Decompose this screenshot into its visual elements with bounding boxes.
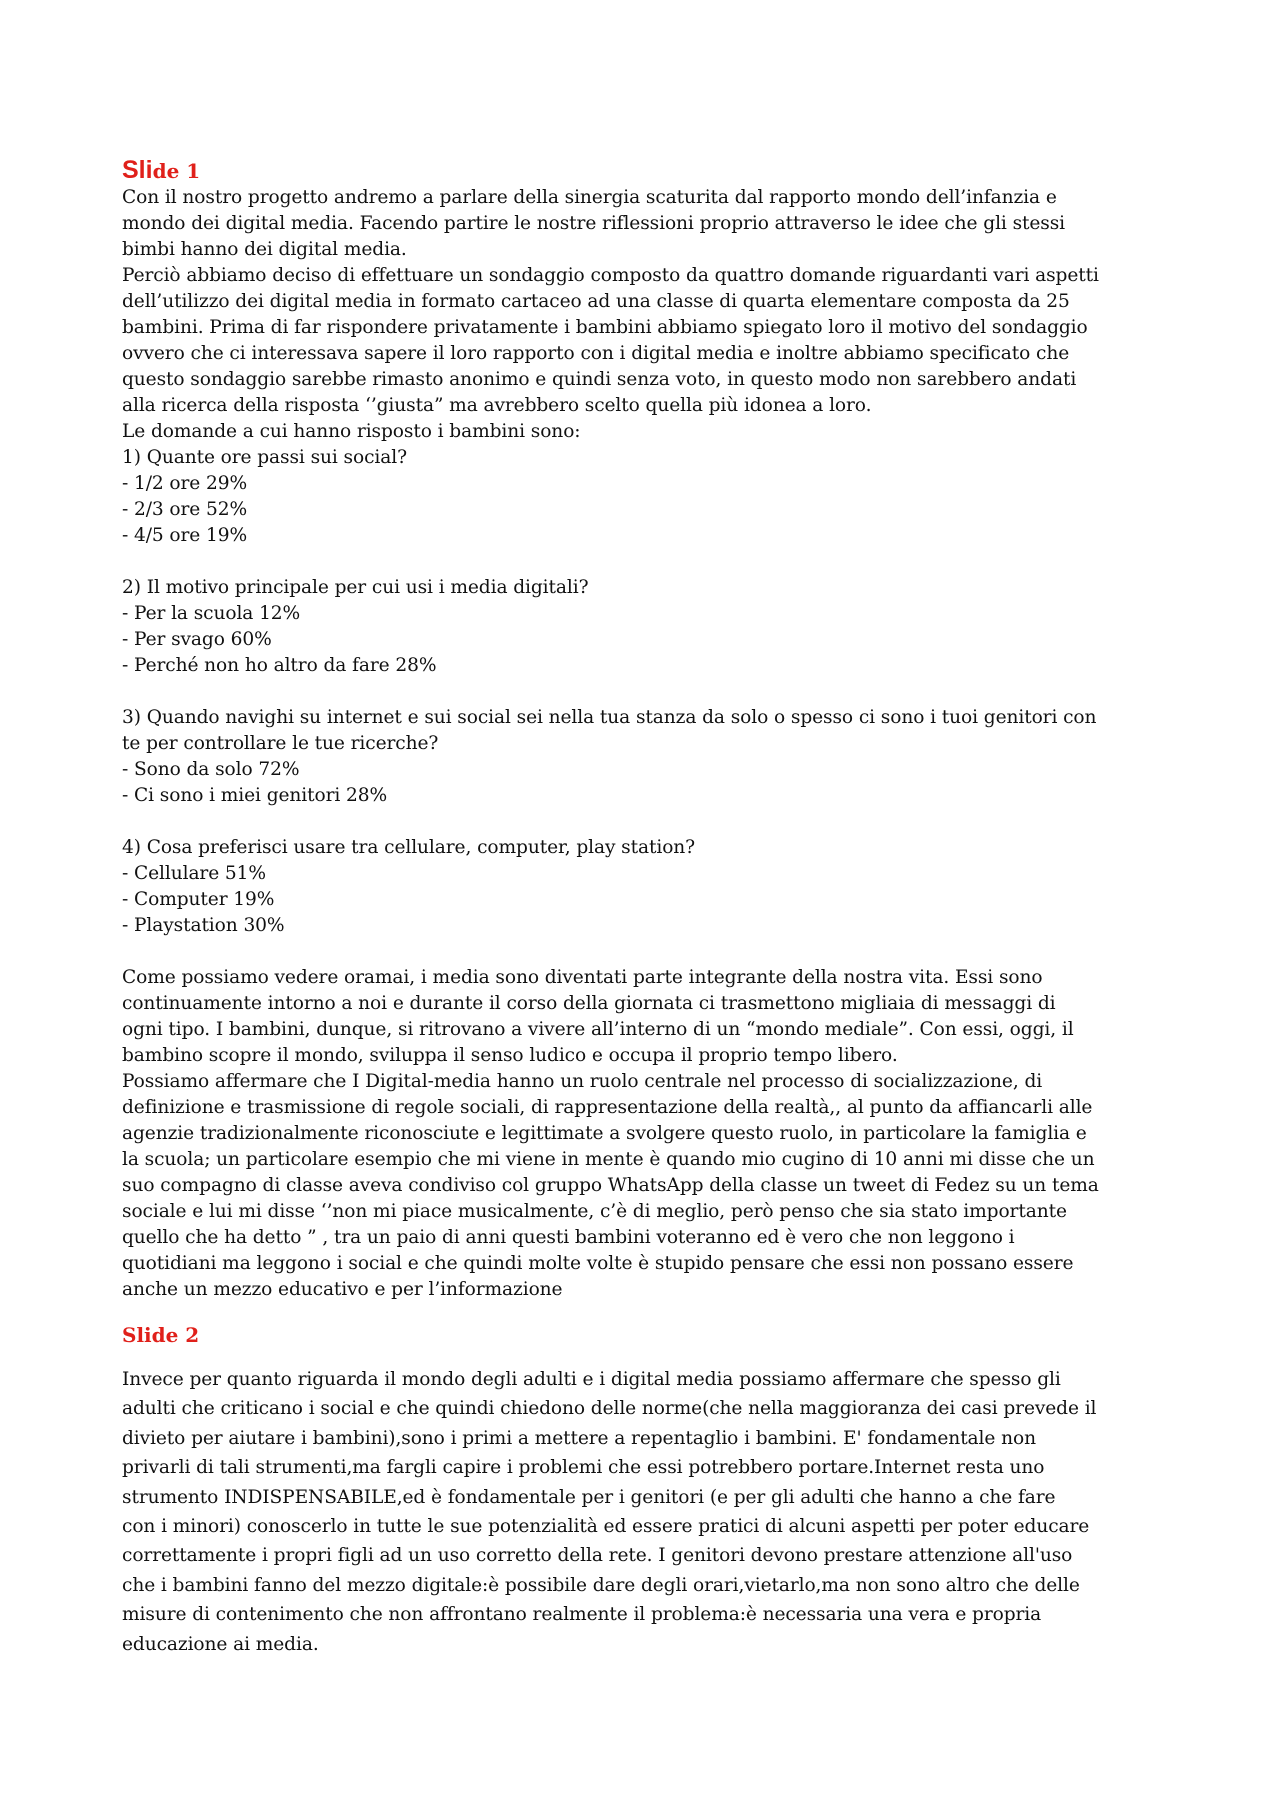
text-line: continuamente intorno a noi e durante il corso della giornata ci trasmettono migliaia di messaggi di xyxy=(122,993,1056,1014)
answer-option: - Per la scuola 12% xyxy=(122,603,301,624)
slide-1-intro xyxy=(122,185,1172,445)
slide-1-title-lead: Sli xyxy=(122,156,153,184)
slide-2-body xyxy=(122,1365,1172,1659)
question-1 xyxy=(122,445,1172,549)
answer-option: - Perché non ho altro da fare 28% xyxy=(122,655,437,676)
answer-option: - Ci sono i miei genitori 28% xyxy=(122,785,388,806)
answer-option: - Per svago 60% xyxy=(122,629,272,650)
text-line: adulti che criticano i social e che quindi chiedono delle norme(che nella maggioranza dei casi prevede il xyxy=(122,1398,1097,1420)
slide-1-title xyxy=(122,156,1172,185)
question-text: 4) Cosa preferisci usare tra cellulare, computer, play station? xyxy=(122,837,696,858)
question-text: 3) Quando navighi su internet e sui social sei nella tua stanza da solo o spesso ci sono i tuoi genitori con xyxy=(122,707,1097,728)
question-2 xyxy=(122,575,1172,679)
text-line: sociale e lui mi disse ‘’non mi piace musicalmente, c’è di meglio, però penso che sia stato importante xyxy=(122,1201,1067,1222)
answer-option: - Computer 19% xyxy=(122,889,275,910)
text-line: anche un mezzo educativo e per l’informazione xyxy=(122,1279,563,1300)
text-line: quello che ha detto ” , tra un paio di anni questi bambini voteranno ed è vero che non leggono i xyxy=(122,1227,1015,1248)
text-line: mondo dei digital media. Facendo partire le nostre riflessioni proprio attraverso le idee che gli stessi xyxy=(122,213,1066,234)
answer-option: - 2/3 ore 52% xyxy=(122,499,248,520)
text-line: misure di contenimento che non affrontano realmente il problema:è necessaria una vera e propria xyxy=(122,1604,1042,1626)
slide-2-title: Slide 2 xyxy=(122,1323,200,1347)
text-line: quotidiani ma leggono i social e che quindi molte volte è stupido pensare che essi non possano essere xyxy=(122,1253,1074,1274)
answer-option: - Cellulare 51% xyxy=(122,863,266,884)
text-line: agenzie tradizionalmente riconosciute e legittimate a svolgere questo ruolo, in particolare la famiglia e xyxy=(122,1123,1087,1144)
slide-1-closing xyxy=(122,965,1172,1303)
text-line: la scuola; un particolare esempio che mi viene in mente è quando mio cugino di 10 anni mi disse che un xyxy=(122,1149,1095,1170)
text-line: che i bambini fanno del mezzo digitale:è possibile dare degli orari,vietarlo,ma non sono altro che delle xyxy=(122,1574,1080,1596)
text-line: con i minori) conoscerlo in tutte le sue potenzialità ed essere pratici di alcuni aspetti per poter educare xyxy=(122,1516,1090,1538)
text-line: ovvero che ci interessava sapere il loro rapporto con i digital media e inoltre abbiamo specificato che xyxy=(122,343,1070,364)
text-line: bimbi hanno dei digital media. xyxy=(122,239,407,260)
text-line: Invece per quanto riguarda il mondo degli adulti e i digital media possiamo affermare che spesso gli xyxy=(122,1369,1061,1390)
text-line: divieto per aiutare i bambini),sono i primi a mettere a repentaglio i bambini. E' fondamentale non xyxy=(122,1427,1036,1449)
text-line: strumento INDISPENSABILE,ed è fondamentale per i genitori (e per gli adulti che hanno a che fare xyxy=(122,1486,1056,1508)
blank-line xyxy=(122,549,1172,575)
text-line: alla ricerca della risposta ‘’giusta” ma avrebbero scelto quella più idonea a loro. xyxy=(122,395,872,416)
answer-option: - 1/2 ore 29% xyxy=(122,473,248,494)
text-line: privarli di tali strumenti,ma fargli capire i problemi che essi potrebbero portare.Internet resta uno xyxy=(122,1457,1045,1479)
text-line: bambino scopre il mondo, sviluppa il senso ludico e occupa il proprio tempo libero. xyxy=(122,1045,898,1066)
text-line: bambini. Prima di far rispondere privatamente i bambini abbiamo spiegato loro il motivo del sondaggio xyxy=(122,317,1088,338)
document-page xyxy=(122,156,1172,1659)
text-line: Le domande a cui hanno risposto i bambini sono: xyxy=(122,421,581,442)
blank-line xyxy=(122,939,1172,965)
text-line: questo sondaggio sarebbe rimasto anonimo e quindi senza voto, in questo modo non sarebbero andati xyxy=(122,369,1077,390)
question-text: 1) Quante ore passi sui social? xyxy=(122,447,407,468)
text-line: suo compagno di classe aveva condiviso col gruppo WhatsApp della classe un tweet di Fedez su un tema xyxy=(122,1175,1099,1196)
answer-option: - Sono da solo 72% xyxy=(122,759,300,780)
text-line: educazione ai media. xyxy=(122,1633,319,1655)
text-line: Con il nostro progetto andremo a parlare della sinergia scaturita dal rapporto mondo dell’infanzia e xyxy=(122,187,1057,208)
text-line: ogni tipo. I bambini, dunque, si ritrovano a vivere all’interno di un “mondo mediale”. Con essi, oggi, il xyxy=(122,1019,1074,1040)
text-line: Perciò abbiamo deciso di effettuare un sondaggio composto da quattro domande riguardanti vari aspetti xyxy=(122,265,1099,286)
text-line: definizione e trasmissione di regole sociali, di rappresentazione della realtà,, al punto da affiancarli alle xyxy=(122,1097,1093,1118)
slide-1-title-rest: de 1 xyxy=(152,159,201,183)
question-4 xyxy=(122,835,1172,939)
question-text: te per controllare le tue ricerche? xyxy=(122,733,439,754)
text-line: Come possiamo vedere oramai, i media sono diventati parte integrante della nostra vita. Essi sono xyxy=(122,967,1043,988)
slide-1-body xyxy=(122,185,1172,1303)
blank-line xyxy=(122,679,1172,705)
blank-line xyxy=(122,809,1172,835)
text-line: correttamente i propri figli ad un uso corretto della rete. I genitori devono prestare attenzione all'uso xyxy=(122,1545,1073,1567)
answer-option: - Playstation 30% xyxy=(122,915,285,936)
text-line: Possiamo affermare che I Digital-media hanno un ruolo centrale nel processo di socializzazione, di xyxy=(122,1071,1043,1092)
question-text: 2) Il motivo principale per cui usi i media digitali? xyxy=(122,577,589,598)
answer-option: - 4/5 ore 19% xyxy=(122,525,248,546)
text-line: dell’utilizzo dei digital media in formato cartaceo ad una classe di quarta elementare composta da 25 xyxy=(122,291,1070,312)
question-3 xyxy=(122,705,1172,809)
